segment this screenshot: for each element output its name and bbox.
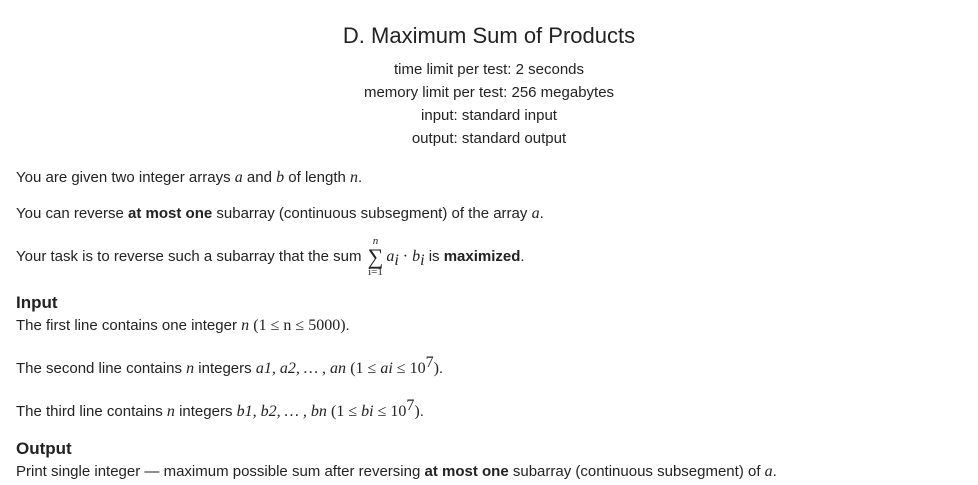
constraint-close: ) xyxy=(433,360,439,377)
problem-header xyxy=(0,22,978,150)
input-spec: input: standard input xyxy=(421,107,557,124)
text: . xyxy=(345,317,350,334)
sum-upper-limit: n xyxy=(372,235,379,247)
text: . xyxy=(772,463,777,480)
text: subarray (continuous subsegment) of the array xyxy=(212,205,532,222)
input-line-1 xyxy=(16,314,966,338)
problem-title: D. Maximum Sum of Products xyxy=(342,23,636,48)
term-b: b xyxy=(412,247,421,265)
text: integers xyxy=(194,360,256,377)
term-a-index: i xyxy=(394,251,399,269)
text: subarray (continuous subsegment) of xyxy=(508,463,765,480)
var-n: n xyxy=(241,317,250,334)
sum-lower-limit: i=1 xyxy=(368,266,383,278)
text: . xyxy=(539,205,544,222)
term-b-index: i xyxy=(420,251,425,269)
sequence-a: a1, a2, … , an xyxy=(255,360,347,377)
text: The third line contains xyxy=(16,403,167,420)
constraint-mid: ≤ 10 xyxy=(373,403,407,420)
constraint-open: (1 ≤ xyxy=(350,360,381,377)
bold-text: at most one xyxy=(424,463,509,480)
var-n: n xyxy=(166,403,175,420)
time-limit: time limit per test: 2 seconds xyxy=(393,61,585,78)
var-n: n xyxy=(350,169,359,186)
statement-paragraph-1 xyxy=(16,166,966,190)
input-line-2 xyxy=(16,351,966,381)
text: You are given two integer arrays xyxy=(16,169,235,186)
text: The second line contains xyxy=(16,360,187,377)
constraint-var: bi xyxy=(361,403,374,420)
bold-text: maximized xyxy=(443,247,521,265)
var-a: a xyxy=(531,205,540,222)
text: Your task is to reverse such a subarray that the sum xyxy=(16,247,366,265)
problem-statement xyxy=(16,166,966,484)
var-a: a xyxy=(764,463,773,480)
text: The first line contains one integer xyxy=(16,317,242,334)
text: . xyxy=(438,360,444,377)
text: . xyxy=(358,169,363,186)
statement-paragraph-2 xyxy=(16,202,966,226)
output-section-title: Output xyxy=(16,439,72,458)
constraint: (1 ≤ n ≤ 5000) xyxy=(253,317,346,334)
input-section xyxy=(16,292,966,424)
bold-text: at most one xyxy=(128,205,213,222)
term-a: a xyxy=(386,247,395,265)
var-n: n xyxy=(186,360,195,377)
sequence-b: b1, b2, … , bn xyxy=(236,403,327,420)
constraint-var: ai xyxy=(380,360,393,377)
text: Print single integer — maximum possible sum after reversing xyxy=(16,463,425,480)
memory-limit: memory limit per test: 256 megabytes xyxy=(363,84,615,101)
text: You can reverse xyxy=(16,205,129,222)
dot-operator: · xyxy=(398,247,413,265)
output-spec: output: standard output xyxy=(411,130,567,147)
text: of length xyxy=(284,169,351,186)
constraint-exponent: 7 xyxy=(425,354,434,371)
constraint-open: (1 ≤ xyxy=(331,403,362,420)
var-a: a xyxy=(234,169,243,186)
text: . xyxy=(419,403,424,420)
text: is xyxy=(424,247,444,265)
input-section-title: Input xyxy=(16,293,58,312)
sigma-symbol: ∑ xyxy=(367,244,384,269)
constraint-exponent: 7 xyxy=(406,397,415,414)
output-line-1 xyxy=(16,460,966,484)
output-section xyxy=(16,438,966,484)
text: . xyxy=(520,247,525,265)
text: integers xyxy=(174,403,237,420)
summation xyxy=(368,236,384,278)
constraint-mid: ≤ 10 xyxy=(392,360,426,377)
input-line-3 xyxy=(16,394,966,424)
var-b: b xyxy=(276,169,285,186)
text: and xyxy=(242,169,277,186)
constraint-close: ) xyxy=(414,403,420,420)
statement-paragraph-3 xyxy=(16,236,966,278)
